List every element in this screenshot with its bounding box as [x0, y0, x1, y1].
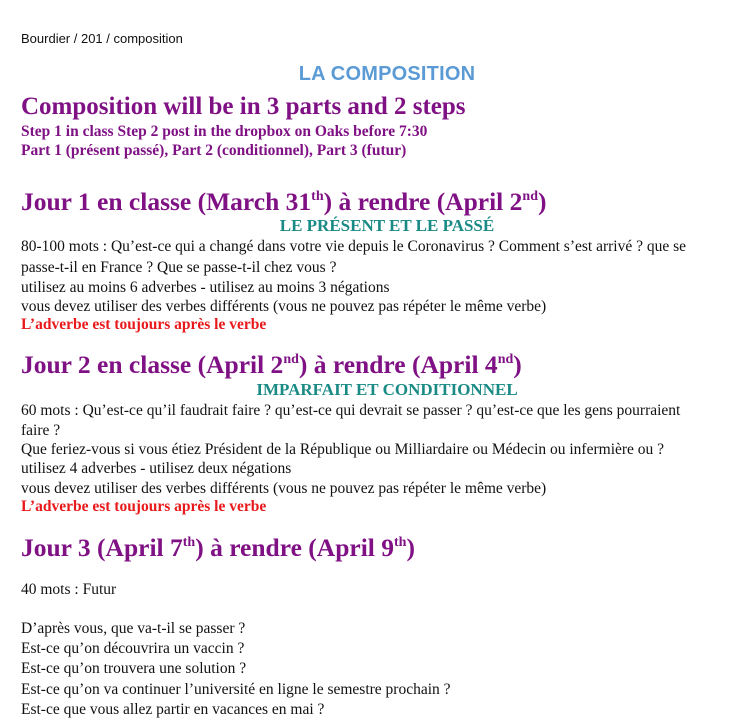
jour3-question: Est-ce que vous allez partir en vacances en mai ? [21, 701, 325, 718]
jour1-sup: nd [522, 189, 538, 204]
jour2-line: faire ? [21, 422, 61, 439]
jour3-question: Est-ce qu’on va continuer l’université en ligne le semestre prochain ? [21, 681, 451, 698]
jour3-question: D’après vous, que va-t-il se passer ? [21, 620, 246, 637]
jour2-heading-part: ) [513, 350, 522, 379]
jour3-heading-part: ) à rendre (April 9 [195, 533, 394, 562]
jour1-heading-part: Jour 1 en classe (March 31 [21, 187, 312, 216]
jour2-subtitle: IMPARFAIT ET CONDITIONNEL [256, 380, 518, 399]
jour1-heading-part: ) [537, 187, 547, 216]
jour1-heading [21, 187, 546, 217]
jour2-sup: nd [497, 352, 514, 367]
intro-steps: Step 1 in class Step 2 post in the dropbox on Oaks before 7:30 [21, 123, 428, 140]
jour2-sup: nd [283, 352, 299, 367]
jour3-heading [21, 533, 415, 563]
jour2-heading-part: ) à rendre (April 4 [298, 350, 498, 379]
jour2-line: utilisez 4 adverbes - utilisez deux négations [21, 460, 292, 477]
jour1-sup: th [311, 189, 324, 204]
page-title: LA COMPOSITION [298, 63, 476, 85]
jour2-heading [21, 350, 522, 380]
jour1-heading-part: ) à rendre (April 2 [323, 187, 523, 216]
jour3-question: Est-ce qu’on découvrira un vaccin ? [21, 640, 245, 657]
jour2-heading-part: Jour 2 en classe (April 2 [21, 350, 284, 379]
jour2-rule: L’adverbe est toujours après le verbe [21, 498, 267, 515]
intro-parts: Part 1 (présent passé), Part 2 (conditionnel), Part 3 (futur) [21, 142, 407, 159]
jour1-rule: L’adverbe est toujours après le verbe [21, 316, 267, 333]
jour1-subtitle: LE PRÉSENT ET LE PASSÉ [279, 216, 495, 235]
jour2-line: vous devez utiliser des verbes différents (vous ne pouvez pas répéter le même verbe) [21, 480, 547, 497]
jour3-sup: th [394, 535, 407, 550]
jour3-question: Est-ce qu’on trouvera une solution ? [21, 660, 247, 677]
jour2-line: Que feriez-vous si vous étiez Président de la République ou Milliardaire ou Médecin ou infermière ou ? [21, 441, 665, 458]
intro-heading: Composition will be in 3 parts and 2 steps [21, 93, 466, 120]
jour1-line: passe-t-il en France ? Que se passe-t-il chez vous ? [21, 259, 337, 276]
jour3-intro: 40 mots : Futur [21, 581, 117, 598]
breadcrumb: Bourdier / 201 / composition [21, 31, 183, 46]
jour3-sup: th [182, 535, 196, 550]
jour2-line: 60 mots : Qu’est-ce qu’il faudrait faire ? qu’est-ce qui devrait se passer ? qu’est-ce que les gens pourraient [21, 402, 681, 419]
jour3-heading-part: Jour 3 (April 7 [21, 533, 183, 562]
jour1-line: 80-100 mots : Qu’est-ce qui a changé dans votre vie depuis le Coronavirus ? Comment s’est arrivé ? que se [21, 238, 687, 255]
jour3-heading-part: ) [406, 533, 415, 562]
jour1-line: utilisez au moins 6 adverbes - utilisez au moins 3 négations [21, 279, 390, 296]
jour1-line: vous devez utiliser des verbes différents (vous ne pouvez pas répéter le même verbe) [21, 298, 547, 315]
